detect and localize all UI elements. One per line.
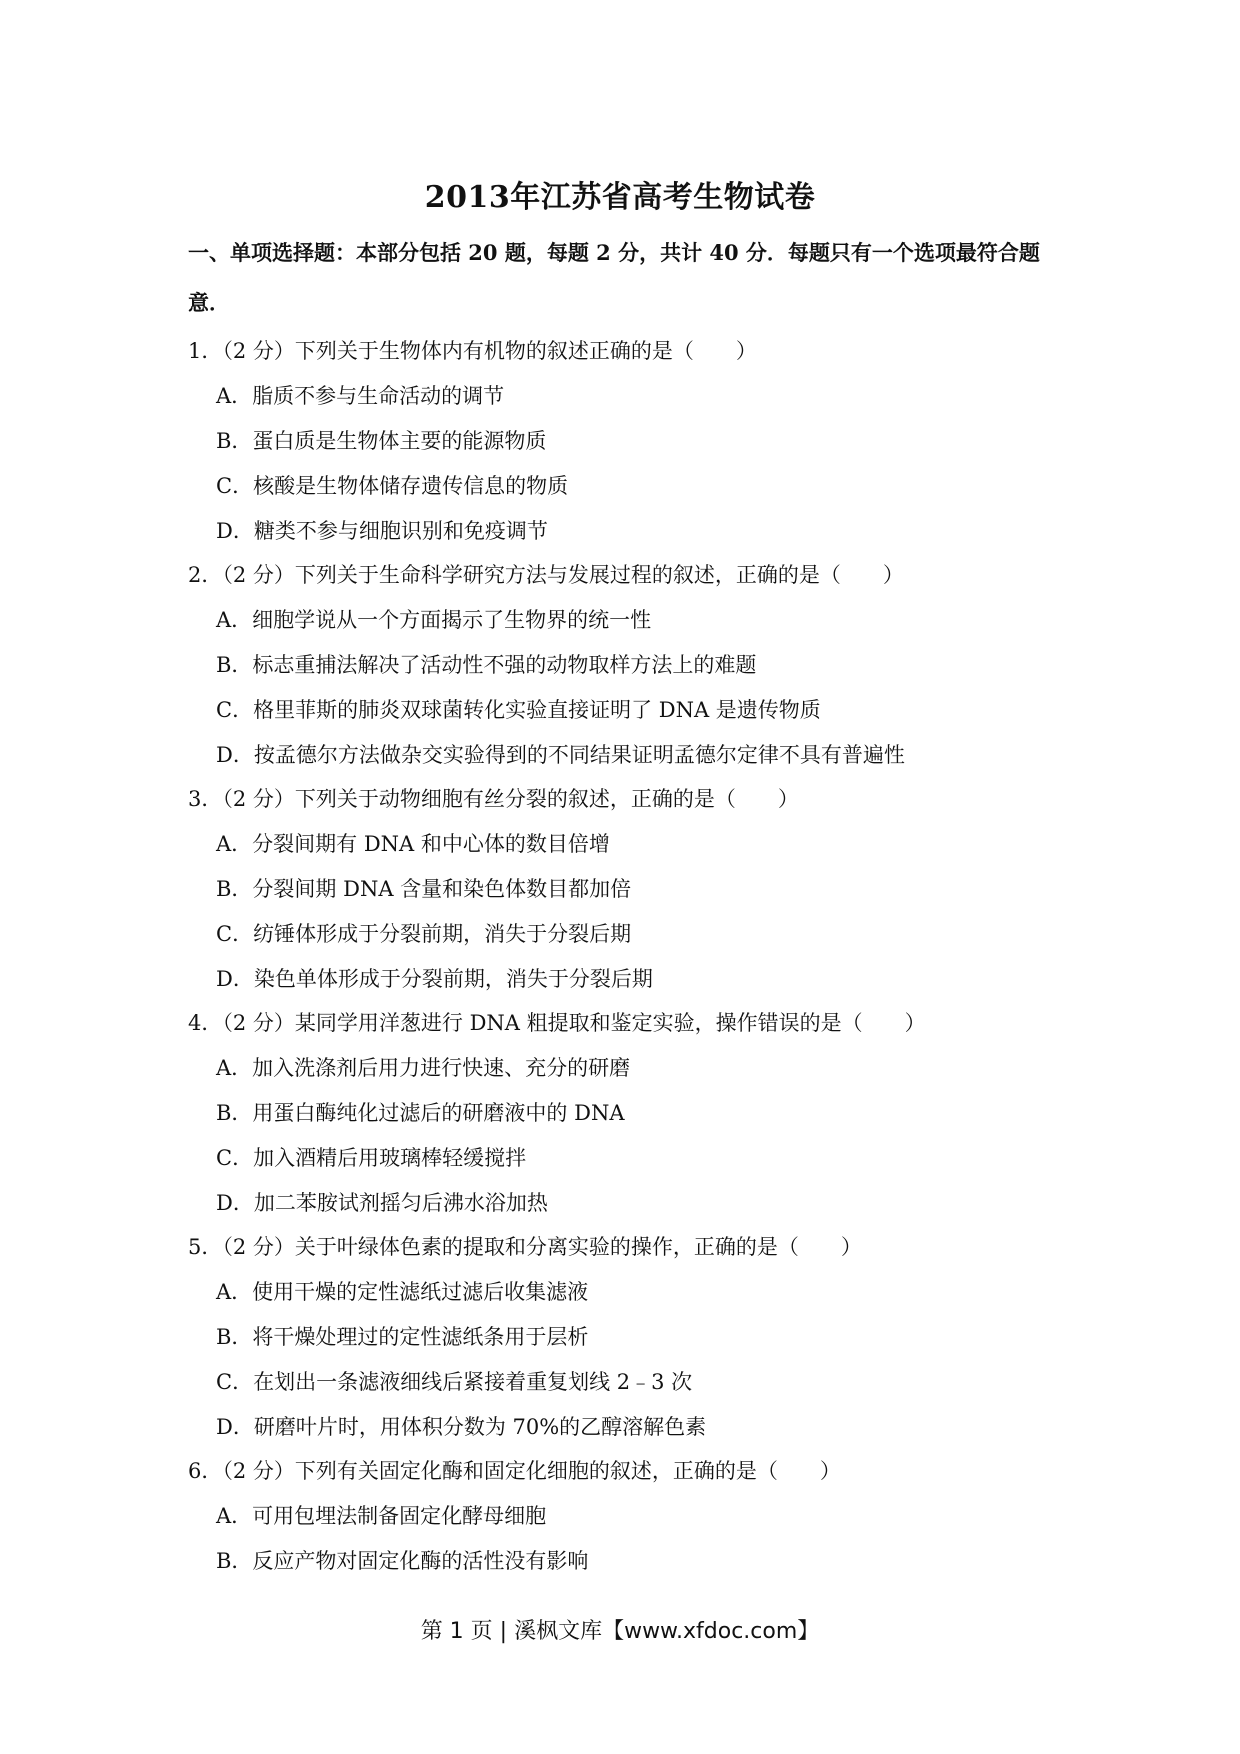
question-4-option-a: A．加入洗涤剂后用力进行快速、充分的研磨 xyxy=(216,1056,631,1080)
question-2-option-a: A．细胞学说从一个方面揭示了生物界的统一性 xyxy=(216,608,652,632)
question-2-option-b: B．标志重捕法解决了活动性不强的动物取样方法上的难题 xyxy=(216,653,757,677)
question-4-stem: 4．（2 分）某同学用洋葱进行 DNA 粗提取和鉴定实验，操作错误的是（ ） xyxy=(188,1011,926,1035)
question-1-option-c: C．核酸是生物体储存遗传信息的物质 xyxy=(216,474,569,498)
question-4-option-c: C．加入酒精后用玻璃棒轻缓搅拌 xyxy=(216,1146,527,1170)
page-footer: 第 1 页 | 溪枫文库【www.xfdoc.com】 xyxy=(420,1619,820,1644)
question-3-option-c: C．纺锤体形成于分裂前期，消失于分裂后期 xyxy=(216,922,632,946)
question-4-option-b: B．用蛋白酶纯化过滤后的研磨液中的 DNA xyxy=(216,1101,625,1125)
question-3-option-a: A．分裂间期有 DNA 和中心体的数目倍增 xyxy=(216,832,610,856)
question-5-option-d: D．研磨叶片时，用体积分数为 70%的乙醇溶解色素 xyxy=(216,1415,707,1439)
question-3-option-d: D．染色单体形成于分裂前期，消失于分裂后期 xyxy=(216,967,653,991)
question-2-stem: 2．（2 分）下列关于生命科学研究方法与发展过程的叙述，正确的是（ ） xyxy=(188,563,904,587)
question-2-option-d: D．按孟德尔方法做杂交实验得到的不同结果证明孟德尔定律不具有普遍性 xyxy=(216,743,905,767)
question-1-stem: 1．（2 分）下列关于生物体内有机物的叙述正确的是（ ） xyxy=(188,339,757,363)
question-2-option-c: C．格里菲斯的肺炎双球菌转化实验直接证明了 DNA 是遗传物质 xyxy=(216,698,821,722)
question-1-option-d: D．糖类不参与细胞识别和免疫调节 xyxy=(216,519,548,543)
question-6-option-b: B．反应产物对固定化酶的活性没有影响 xyxy=(216,1549,589,1573)
exam-title: 2013年江苏省高考生物试卷 xyxy=(424,180,816,215)
question-5-stem: 5．（2 分）关于叶绿体色素的提取和分离实验的操作，正确的是（ ） xyxy=(188,1235,862,1259)
question-1-option-b: B．蛋白质是生物体主要的能源物质 xyxy=(216,429,547,453)
question-3-stem: 3．（2 分）下列关于动物细胞有丝分裂的叙述，正确的是（ ） xyxy=(188,787,799,811)
question-5-option-b: B．将干燥处理过的定性滤纸条用于层析 xyxy=(216,1325,589,1349)
section-heading-line-2: 意． xyxy=(188,290,230,315)
question-5-option-c: C．在划出一条滤液细线后紧接着重复划线 2﹣3 次 xyxy=(216,1370,693,1394)
section-heading-line-1: 一、单项选择题：本部分包括 20 题，每题 2 分，共计 40 分．每题只有一个选项最符合题 xyxy=(188,240,1040,265)
question-5-option-a: A．使用干燥的定性滤纸过滤后收集滤液 xyxy=(216,1280,589,1304)
question-3-option-b: B．分裂间期 DNA 含量和染色体数目都加倍 xyxy=(216,877,632,901)
question-6-stem: 6．（2 分）下列有关固定化酶和固定化细胞的叙述，正确的是（ ） xyxy=(188,1459,841,1483)
question-1-option-a: A．脂质不参与生命活动的调节 xyxy=(216,384,505,408)
question-4-option-d: D．加二苯胺试剂摇匀后沸水浴加热 xyxy=(216,1191,548,1215)
question-6-option-a: A．可用包埋法制备固定化酵母细胞 xyxy=(216,1504,547,1528)
